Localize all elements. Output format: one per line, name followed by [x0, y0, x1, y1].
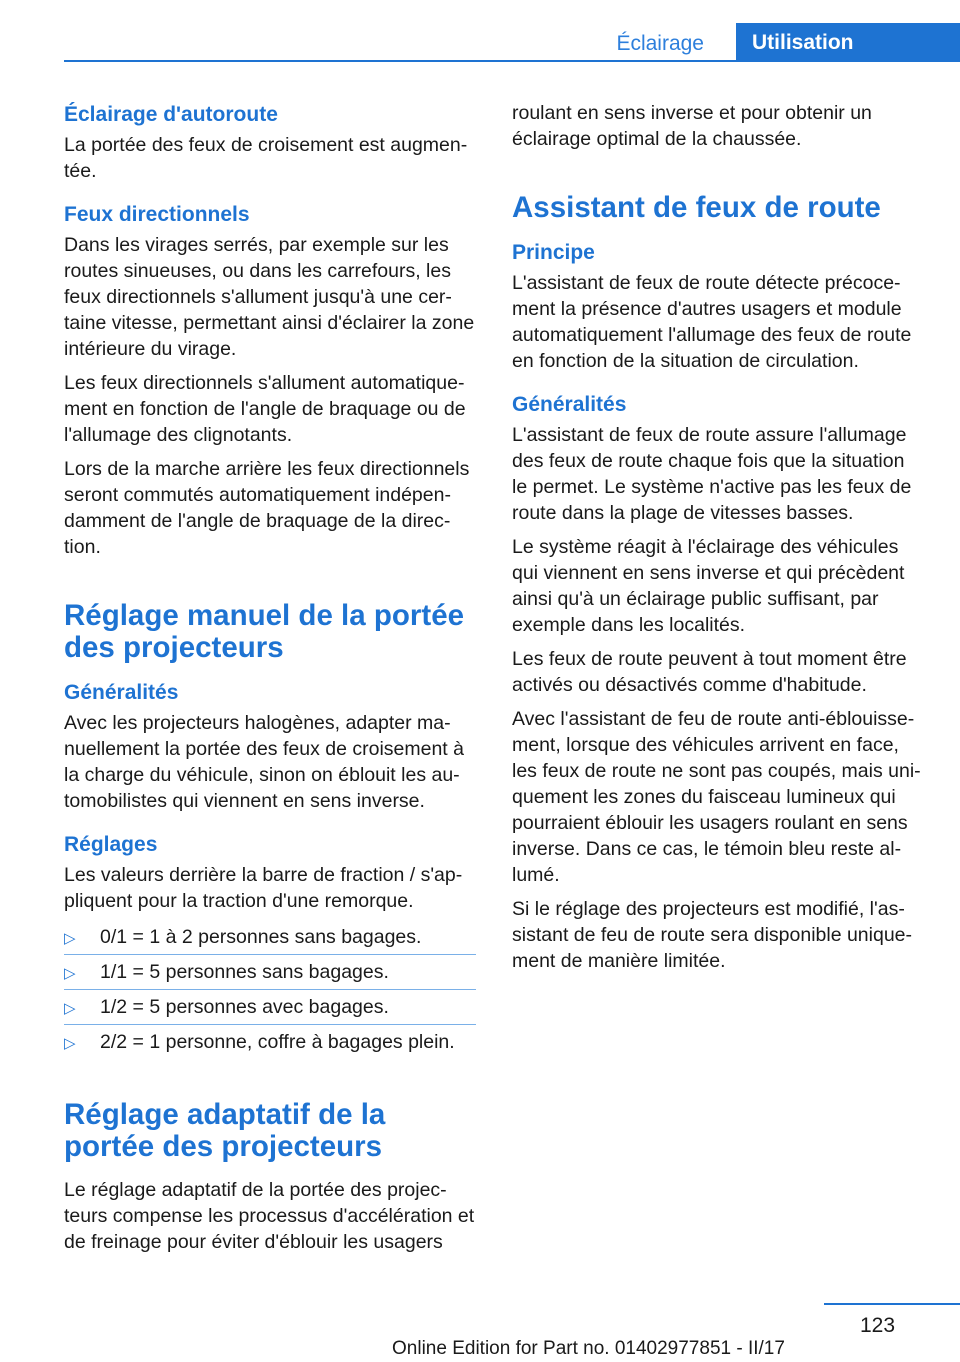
heading-reglage-manuel: Réglage manuel de la portée des projecteurs	[64, 599, 465, 664]
paragraph-generalites-right-5: Si le réglage des projecteurs est modifié, l'as-sistant de feu de route sera disponible unique-ment de manière limitée.	[512, 898, 913, 972]
list-item-text: 1/2 = 5 personnes avec bagages.	[100, 996, 389, 1018]
triangle-bullet-icon: ▷	[64, 930, 76, 947]
list-item	[64, 1027, 476, 1059]
paragraph-generalites-left: Avec les projecteurs halogènes, adapter ma-nuellement la portée des feux de croisement à la charge du véhicule, sinon on éblouit les au-tomobilistes qui viennent en sens inverse.	[64, 712, 464, 812]
header-section-title: Éclairage	[616, 32, 704, 55]
heading-generalites-right: Généralités	[512, 393, 627, 416]
heading-assistant-feux-route: Assistant de feux de route	[512, 191, 881, 224]
heading-reglage-adaptatif: Réglage adaptatif de la portée des projecteurs	[64, 1098, 386, 1163]
reglages-list	[64, 922, 476, 1059]
list-item	[64, 992, 476, 1025]
header-chapter-tab: Utilisation	[736, 23, 960, 61]
triangle-bullet-icon: ▷	[64, 965, 76, 982]
paragraph-reglages: Les valeurs derrière la barre de fraction / s'ap-pliquent pour la traction d'une remorque.	[64, 864, 463, 912]
heading-generalites-left: Généralités	[64, 681, 179, 704]
paragraph-generalites-right-3: Les feux de route peuvent à tout moment être activés ou désactivés comme d'habitude.	[512, 648, 907, 696]
heading-reglages: Réglages	[64, 833, 158, 856]
paragraph-directionnels-1: Dans les virages serrés, par exemple sur les routes sinueuses, ou dans les carrefours, les feux directionnels s'allument jusqu'à une cer-taine vitesse, permettant ainsi d'éclairer la zone intérieure du virage.	[64, 234, 475, 360]
heading-eclairage-autoroute: Éclairage d'autoroute	[64, 103, 278, 126]
left-column	[64, 100, 476, 1263]
list-item	[64, 922, 476, 955]
paragraph-principe: L'assistant de feux de route détecte précoce-ment la présence d'autres usagers et module automatiquement l'allumage des feux de route en fonction de la situation de circulation.	[512, 272, 912, 372]
list-item-text: 1/1 = 5 personnes sans bagages.	[100, 961, 389, 983]
paragraph-directionnels-3: Lors de la marche arrière les feux directionnels seront commutés automatiquement indépen-damment de l'angle de braquage de la direc-tion.	[64, 458, 470, 558]
paragraph-autoroute: La portée des feux de croisement est augmen-tée.	[64, 134, 468, 182]
triangle-bullet-icon: ▷	[64, 1000, 76, 1017]
right-column	[512, 100, 924, 982]
paragraph-generalites-right-1: L'assistant de feux de route assure l'allumage des feux de route chaque fois que la situation le permet. Le système n'active pas les feux de route dans la plage de vitesses basses.	[512, 424, 912, 524]
triangle-bullet-icon: ▷	[64, 1035, 76, 1052]
paragraph-directionnels-2: Les feux directionnels s'allument automatique-ment en fonction de l'angle de braquage ou de l'allumage des clignotants.	[64, 372, 466, 446]
list-item-text: 0/1 = 1 à 2 personnes sans bagages.	[100, 926, 422, 948]
paragraph-continued: roulant en sens inverse et pour obtenir un éclairage optimal de la chaussée.	[512, 102, 872, 150]
edition-note: Online Edition for Part no. 01402977851 - II/17	[392, 1338, 785, 1359]
page-number: 123	[860, 1314, 896, 1337]
footer-rule	[824, 1303, 960, 1305]
heading-feux-directionnels: Feux directionnels	[64, 203, 250, 226]
paragraph-generalites-right-2: Le système réagit à l'éclairage des véhicules qui viennent en sens inverse et qui précèdent ainsi qu'à un éclairage public suffisant, par exemple dans les localités.	[512, 536, 905, 636]
heading-principe: Principe	[512, 241, 595, 264]
paragraph-generalites-right-4: Avec l'assistant de feu de route anti-éblouisse-ment, lorsque des véhicules arrivent en face, les feux de route ne sont pas coupés, mais uni-quement les zones du faisceau lumineux qui pourraient éblouir les usagers roulant en sens inverse. Dans ce cas, le témoin bleu reste al-lumé.	[512, 708, 921, 886]
list-item	[64, 957, 476, 990]
paragraph-adaptatif: Le réglage adaptatif de la portée des projec-teurs compense les processus d'accélération et de freinage pour éviter d'éblouir les usagers	[64, 1179, 475, 1253]
list-item-text: 2/2 = 1 personne, coffre à bagages plein.	[100, 1031, 455, 1053]
